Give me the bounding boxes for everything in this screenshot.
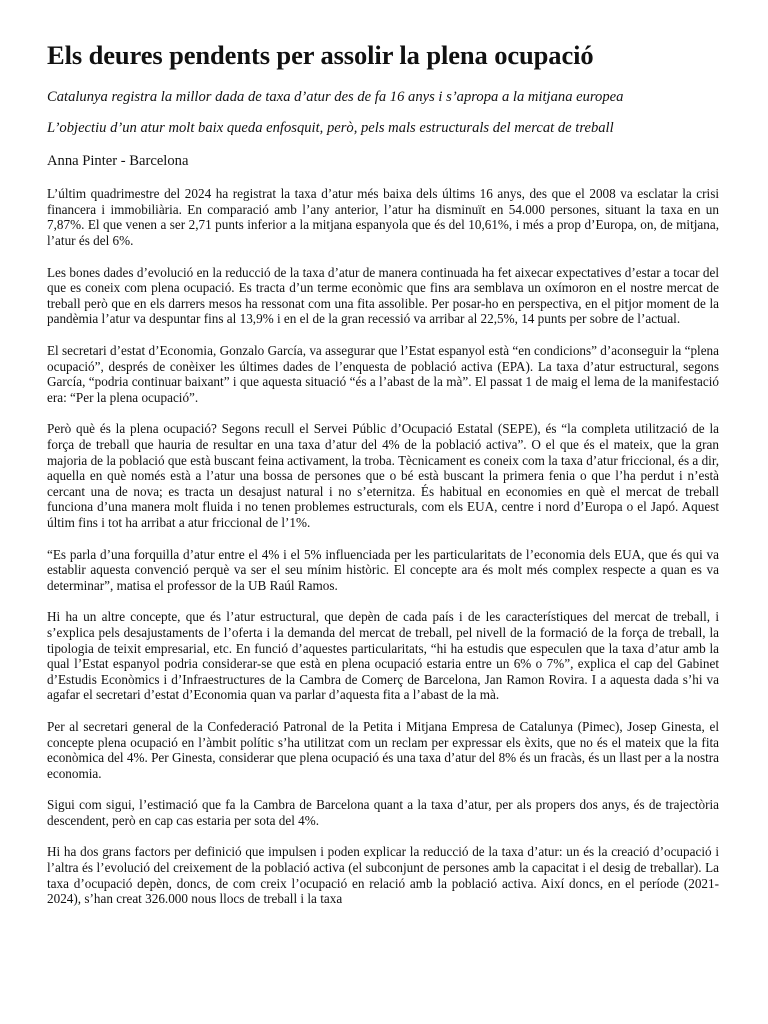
article-paragraph: Per al secretari general de la Confederació Patronal de la Petita i Mitjana Empresa de Catalunya (Pimec), Josep Ginesta, el concepte plena ocupació en l’àmbit polític s’ha utilitzat com un reclam per expressar els èxits, que no és el mateix que la fita econòmica del 4%. Per Ginesta, considerar que plena ocupació és una taxa d’atur del 8% és un fracàs, és un llast per a la nostra economia. bbox=[47, 718, 719, 781]
article-subtitle-2: L’objectiu d’un atur molt baix queda enfosquit, però, pels mals estructurals del mercat de treball bbox=[47, 120, 614, 137]
article-title: Els deures pendents per assolir la plena ocupació bbox=[47, 40, 594, 70]
article-paragraph: Però què és la plena ocupació? Segons recull el Servei Públic d’Ocupació Estatal (SEPE), és “la completa utilització de la força de treball que hauria de resultar en una taxa d’atur del 4% de la població activa”. O el que és el mateix, que la gran majoria de la població que està buscant feina activament, la troba. Tècnicament es coneix com la taxa d’atur friccional, és a dir, aquella en què només està a l’atur una bossa de persones que o bé està buscant la primera fenia o que l’ha perdut i n’està cercant una de nova; es tracta un desajust natural i no s’eternitza. És habitual en economies en què el mercat de treball funciona d’una manera molt fluida i no tenen problemes estructurals, com els EUA, centre i nord d’Europa o el Japó. Aquest últim fins i tot ha arribat a atur friccional de l’1%. bbox=[47, 421, 719, 530]
article-body bbox=[47, 186, 719, 907]
article-paragraph: Hi ha dos grans factors per definició que impulsen i poden explicar la reducció de la taxa d’atur: un és la creació d’ocupació i l’altra és l’evolució del creixement de la població activa (el subconjunt de persones amb la capacitat i el desig de treballar). La taxa d’ocupació depèn, doncs, de com creix l’ocupació en relació amb la població activa. Així doncs, en el període (2021-2024), s’han creat 326.000 nous llocs de treball i la taxa bbox=[47, 844, 719, 907]
article-byline: Anna Pinter - Barcelona bbox=[47, 152, 189, 169]
article-paragraph: Hi ha un altre concepte, que és l’atur estructural, que depèn de cada país i de les característiques del mercat de treball, i s’explica pels desajustaments de l’oferta i la demanda del mercat de treball, pel nivell de la formació de la força de treball, la tipologia de teixit empresarial, etc. En funció d’aquestes particularitats, “hi ha estudis que especulen que la taxa d’atur amb la qual l’Estat espanyol podria considerar-se que està en plena ocupació estaria entre un 6% o 7%”, explica el cap del Gabinet d’Estudis Econòmics i d’Infraestructures de la Cambra de Comerç de Barcelona, Jan Ramon Rovira. I a aquesta dada s’hi va agafar el secretari d’estat d’Economia quan va parlar d’aquesta fita a l’abast de la mà. bbox=[47, 609, 719, 703]
article-paragraph: Sigui com sigui, l’estimació que fa la Cambra de Barcelona quant a la taxa d’atur, per als propers dos anys, és de trajectòria descendent, però en cap cas estaria per sota del 4%. bbox=[47, 797, 719, 828]
article-paragraph: Les bones dades d’evolució en la reducció de la taxa d’atur de manera continuada ha fet aixecar expectatives d’estar a tocar del que es coneix com plena ocupació. Es tracta d’un terme econòmic que fins ara semblava un oxímoron en el nostre mercat de treball però que en els darrers mesos ha ressonat com una fita assolible. Per posar-ho en perspectiva, en el pitjor moment de la pandèmia l’atur va despuntar fins al 13,9% i en el de la gran recessió va arribar al 22,5%, 14 punts per sobre de l’actual. bbox=[47, 264, 719, 327]
article-paragraph: L’últim quadrimestre del 2024 ha registrat la taxa d’atur més baixa dels últims 16 anys, des que el 2008 va esclatar la crisi financera i immobiliària. En comparació amb l’any anterior, l’atur ha disminuït en 54.000 persones, situant la taxa en un 7,87%. El que venen a ser 2,71 punts inferior a la mitjana espanyola que és del 10,61%, i més a prop d’Europa, on, de mitjana, l’atur és del 6%. bbox=[47, 186, 719, 249]
article-paragraph: El secretari d’estat d’Economia, Gonzalo García, va assegurar que l’Estat espanyol està “en condicions” d’aconseguir la “plena ocupació”, després de conèixer les últimes dades de l’enquesta de població activa (EPA). La taxa d’atur estructural, segons García, “podria continuar baixant” i que aquesta situació “és a l’abast de la mà”. El passat 1 de maig el lema de la manifestació era: “Per la plena ocupació”. bbox=[47, 343, 719, 405]
article-paragraph: “Es parla d’una forquilla d’atur entre el 4% i el 5% influenciada per les particularitats de l’economia dels EUA, que és qui va establir aquesta convenció perquè va ser el seu mínim històric. El concepte ara és molt més complex respecte a quan es va determinar”, matisa el professor de la UB Raúl Ramos. bbox=[47, 546, 719, 593]
article bbox=[47, 40, 719, 923]
article-subtitle-1: Catalunya registra la millor dada de taxa d’atur des de fa 16 anys i s’apropa a la mitjana europea bbox=[47, 88, 624, 105]
